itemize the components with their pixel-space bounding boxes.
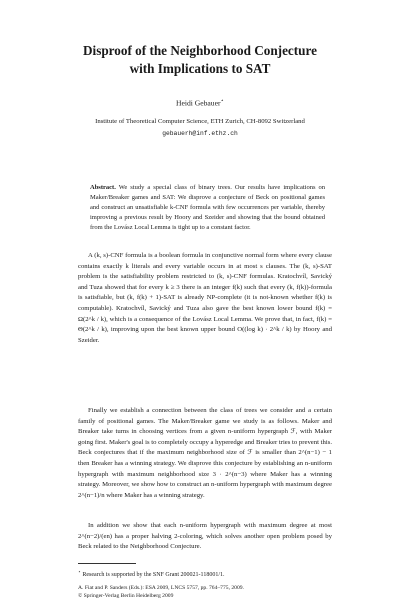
paper-title-line-2: with Implications to SAT bbox=[129, 61, 271, 76]
publication-info bbox=[78, 585, 244, 600]
author-name bbox=[40, 98, 360, 108]
author-text: Heidi Gebauer bbox=[176, 98, 221, 108]
footnote bbox=[78, 569, 224, 578]
paper-title-line-1: Disproof of the Neighborhood Conjecture bbox=[83, 43, 317, 58]
publication-line-1: A. Fiat and P. Sanders (Eds.): ESA 2009, LNCS 5757, pp. 764–775, 2009. bbox=[78, 585, 244, 591]
publication-line-2: © Springer-Verlag Berlin Heidelberg 2009 bbox=[78, 592, 174, 599]
paragraph-games: Finally we establish a connection between the class of trees we consider and a certain family of positional games. The Maker/Breaker game we study is as follows. Maker and Breaker take turns in choosing vertices from a given n-uniform hypergraph ℱ, with Maker going first. Maker's goal is to completely occupy a hyperedge and Breaker tries to prevent this. Beck conjectures that if the maximum neighborhood size of ℱ is smaller than 2^(n−1) − 1 then Breaker has a winning strategy. We disprove this conjecture by establishing an n-uniform hypergraph with maximum neighborhood size 3 · 2^(n−3) where Maker has a winning strategy. Moreover, we show how to construct an n-uniform hypergraph with maximum degree 2^(n−1)/n where Maker has a winning strategy. bbox=[78, 407, 332, 499]
paragraph-cnf: A (k, s)-CNF formula is a boolean formula in conjunctive normal form where every clause contains exactly k literals and every variable occurs in at most s clauses. The (k, s)-SAT problem is the satisfiability problem restricted to (k, s)-CNF formulas. Kratochvíl, Savický and Tuza showed that for every k ≥ 3 there is an integer f(k) such that every (k, f(k))-formula is satisfiable, but (k, f(k) + 1)-SAT is already NP-complete (it is not-known whether f(k) is computable). Kratochvíl, Savický and Tuza also gave the best known lower bound f(k) = Ω(2^k / k), which is a consequence of the Lovász Local Lemma. We prove that, in fact, f(k) = Θ(2^k / k), improving upon the best known upper bound O((log k) · 2^k / k) by Hoory and Szeider. bbox=[78, 252, 332, 344]
paragraph-coloring: In addition we show that each n-uniform hypergraph with maximum degree at most 2^(n−2)/(en) has a proper halving 2-coloring, which solves another open problem posed by Beck related to the Neighborhood Conjecture. bbox=[78, 522, 332, 551]
footnote-mark: ⋆ bbox=[78, 569, 81, 574]
affiliation: Institute of Theoretical Computer Science, ETH Zurich, CH-8092 Switzerland bbox=[95, 118, 305, 125]
footnote-text: Research is supported by the SNF Grant 200021-118001/1. bbox=[82, 572, 225, 578]
abstract bbox=[90, 183, 325, 233]
author-footnote-mark: ⋆ bbox=[220, 98, 224, 104]
footnote-rule bbox=[78, 563, 136, 564]
abstract-label: Abstract. bbox=[90, 184, 116, 191]
abstract-text: We study a special class of binary trees. Our results have implications on Maker/Breaker games and SAT: We disprove a conjecture of Beck on positional games and construct an unsatisfiable k-CNF formula with few occurrences per variable, thereby improving a previous result by Hoory and Szeider and showing that the bound obtained from the Lovász Local Lemma is tight up to a constant factor. bbox=[90, 184, 325, 231]
author-email: gebauerh@inf.ethz.ch bbox=[162, 130, 238, 137]
